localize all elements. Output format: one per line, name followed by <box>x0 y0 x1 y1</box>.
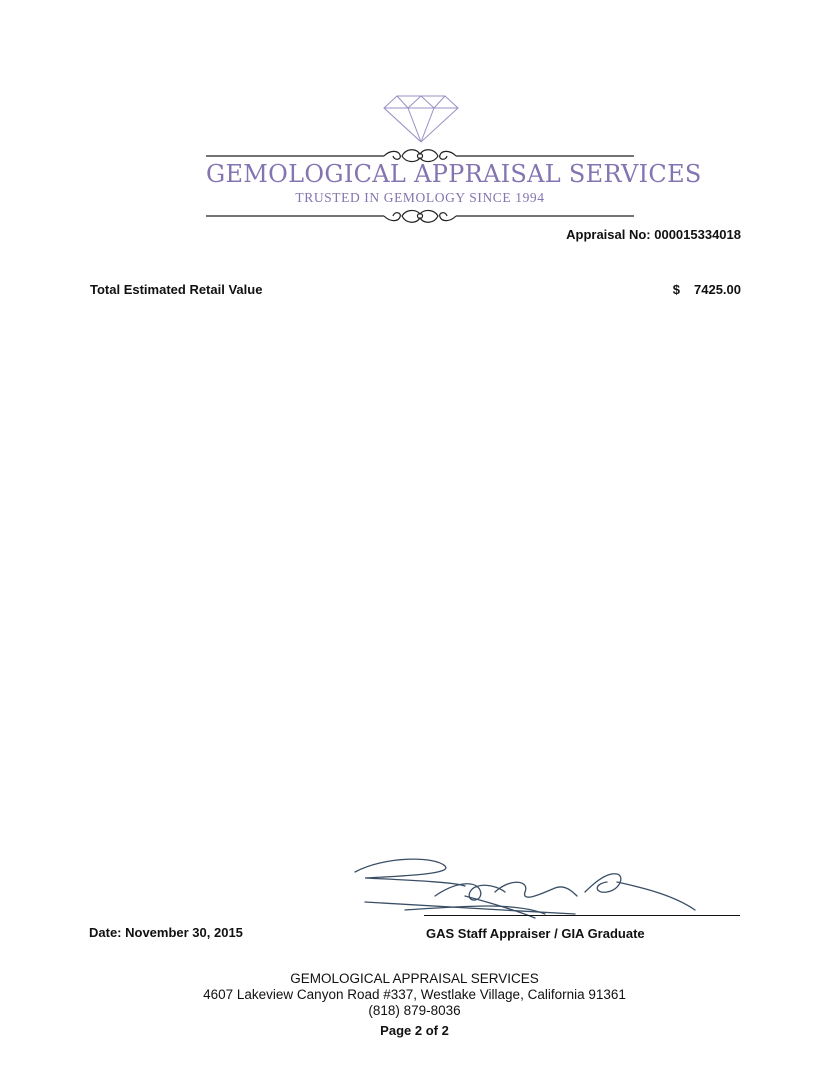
signature-line <box>424 915 740 916</box>
appraisal-number: Appraisal No: 000015334018 <box>566 227 741 242</box>
footer-address: 4607 Lakeview Canyon Road #337, Westlake Village, California 91361 <box>203 987 626 1002</box>
footer-phone: (818) 879-8036 <box>368 1003 461 1018</box>
ornament-divider-bottom <box>206 206 634 226</box>
page-number: Page 2 of 2 <box>380 1023 449 1038</box>
diamond-icon <box>381 92 461 144</box>
company-tagline: TRUSTED IN GEMOLOGY SINCE 1994 <box>295 190 545 205</box>
currency-symbol: $ <box>672 282 680 297</box>
handwritten-signature <box>345 852 745 924</box>
footer-company-name: GEMOLOGICAL APPRAISAL SERVICES <box>290 971 539 986</box>
appraisal-date: Date: November 30, 2015 <box>89 925 243 940</box>
total-value-amount <box>673 282 741 297</box>
company-name: GEMOLOGICAL APPRAISAL SERVICES <box>206 160 702 188</box>
total-value-label: Total Estimated Retail Value <box>90 282 263 297</box>
total-amount: 7425.00 <box>694 282 741 297</box>
appraiser-title: GAS Staff Appraiser / GIA Graduate <box>426 926 645 941</box>
